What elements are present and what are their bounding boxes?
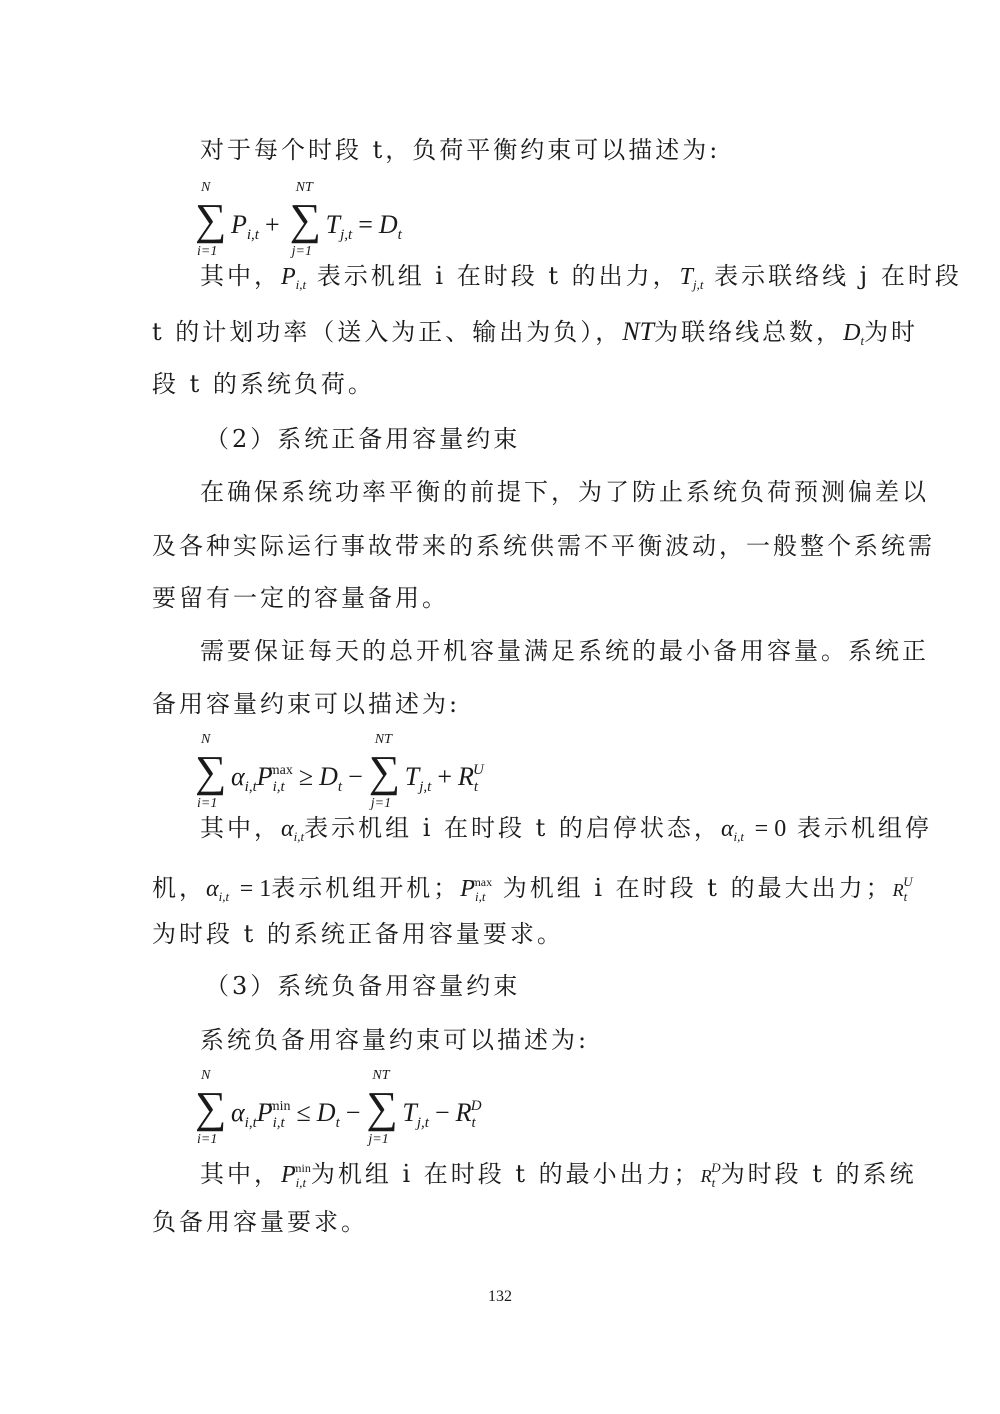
- paragraph: [200, 134, 720, 166]
- paragraph: [152, 688, 460, 720]
- paragraph: 其中，$P_{i,t}$ 表示机组 i 在时段 t 的出力，$T_{j,t}$ 表示联络线 j 在时段: [200, 262, 962, 292]
- text: 机，: [152, 874, 206, 902]
- section-heading: [205, 423, 520, 455]
- paragraph: 其中，$\alpha_{i,t}$表示机组 i 在时段 t 的启停状态，$\alpha_{i,t} = 0$ 表示机组停: [200, 814, 932, 844]
- formula-load-balance: N ∑ i=1 $P_{i,t}$ + NT ∑ j=1 $T_{j,t} = D_t$: [195, 180, 402, 259]
- text: 为联络线总数，: [654, 318, 844, 346]
- text: 为机组 i 在时段 t 的最小出力；: [310, 1160, 701, 1188]
- text: 为时段 t 的系统: [720, 1160, 917, 1188]
- paragraph: [152, 530, 935, 562]
- paragraph: [200, 476, 929, 508]
- text: 在确保系统功率平衡的前提下，为了防止系统负荷预测偏差以: [200, 478, 929, 506]
- paragraph: 机，$\alpha_{i,t} = 1$表示机组开机；$P_{i,t}^{max}$ 为机组 i 在时段 t 的最大出力；$R_t^U$: [152, 874, 913, 904]
- text: 系统负备用容量约束可以描述为:: [200, 1026, 590, 1054]
- paragraph: [200, 635, 929, 667]
- section-heading: [205, 970, 520, 1002]
- text: 其中，: [200, 1160, 281, 1188]
- paragraph: 其中，$P_{i,t}^{min}$为机组 i 在时段 t 的最小出力；$R_t^D$为时段 t 的系统: [200, 1160, 917, 1190]
- paragraph: t 的计划功率（送入为正、输出为负），NT为联络线总数，$D_t$为时: [152, 317, 919, 348]
- text: 对于每个时段 t，负荷平衡约束可以描述为:: [200, 136, 721, 164]
- text: 负备用容量要求。: [152, 1208, 368, 1236]
- text: 需要保证每天的总开机容量满足系统的最小备用容量。系统正: [200, 637, 929, 665]
- text: 为时: [864, 318, 919, 346]
- page-number: 132: [488, 1288, 512, 1305]
- text: 其中，: [200, 262, 281, 290]
- text: 表示机组停: [796, 814, 932, 842]
- text: 表示联络线 j 在时段: [714, 262, 962, 290]
- paragraph: [200, 1024, 589, 1056]
- text: 要留有一定的容量备用。: [152, 584, 449, 612]
- paragraph: [152, 918, 564, 950]
- text: t 的计划功率（送入为正、输出为负），: [152, 318, 623, 346]
- paragraph: [152, 1206, 368, 1238]
- text: 表示机组 i 在时段 t 的启停状态，: [304, 814, 721, 842]
- text: 其中，: [200, 814, 281, 842]
- formula-positive-reserve: N ∑ i=1 $\alpha_{i,t}P_{i,t}^{max} \ge D_t$ − NT ∑ j=1 $T_{j,t} + R_t^U$: [195, 732, 484, 811]
- text: 为时段 t 的系统正备用容量要求。: [152, 920, 564, 948]
- text: 备用容量约束可以描述为:: [152, 690, 461, 718]
- text: 为机组 i 在时段 t 的最大出力；: [502, 874, 893, 902]
- text: 表示机组开机；: [271, 874, 461, 902]
- paragraph: [152, 582, 449, 614]
- formula-negative-reserve: N ∑ i=1 $\alpha_{i,t}P_{i,t}^{min} \le D_t$ − NT ∑ j=1 $T_{j,t} - R_t^D$: [195, 1068, 482, 1147]
- text: （3）系统负备用容量约束: [205, 972, 521, 1000]
- text: 及各种实际运行事故带来的系统供需不平衡波动，一般整个系统需: [152, 532, 935, 560]
- paragraph: [152, 368, 375, 400]
- text: 段 t 的系统负荷。: [152, 370, 375, 398]
- text: （2）系统正备用容量约束: [205, 425, 521, 453]
- text: 表示机组 i 在时段 t 的出力，: [316, 262, 680, 290]
